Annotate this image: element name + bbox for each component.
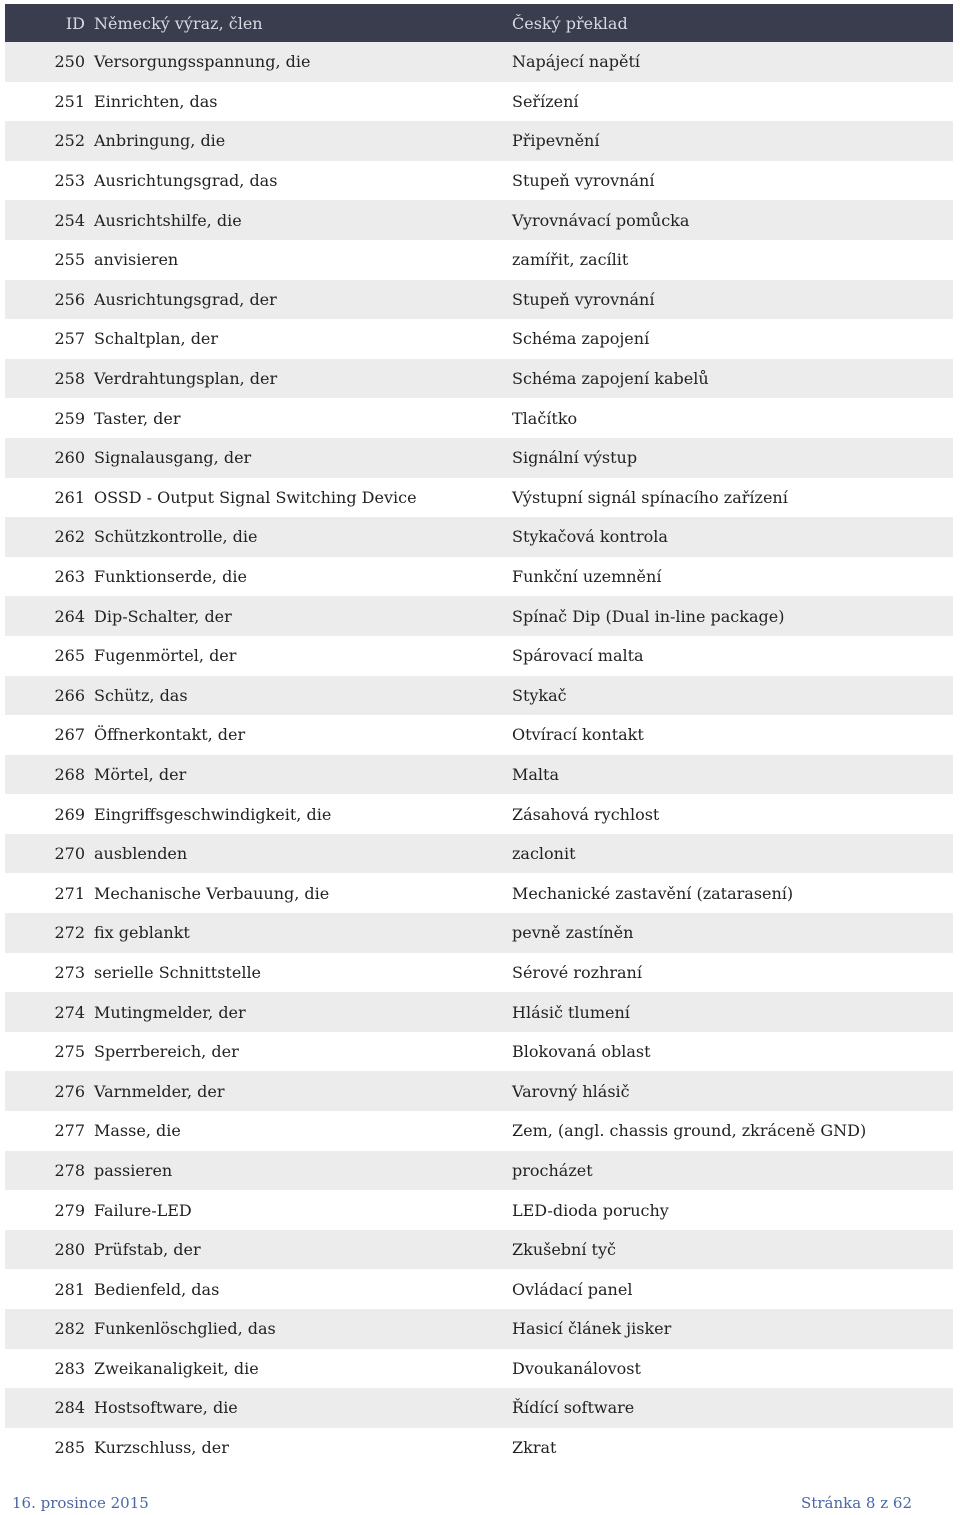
table-row: [5, 398, 953, 438]
row-id: 275: [54, 1042, 85, 1062]
row-id: 256: [54, 289, 85, 309]
row-german-term: Eingriffsgeschwindigkeit, die: [94, 804, 332, 824]
row-german-term: Mutingmelder, der: [94, 1002, 246, 1022]
row-czech-translation: Zkušební tyč: [512, 1240, 616, 1260]
row-czech-translation: Stupeň vyrovnání: [512, 171, 655, 191]
row-german-term: Mörtel, der: [94, 764, 187, 784]
table-row: [5, 755, 953, 795]
table-row: [5, 319, 953, 359]
row-czech-translation: Napájecí napětí: [512, 52, 641, 72]
row-id: 278: [54, 1160, 85, 1180]
glossary-table: [5, 4, 953, 1467]
row-german-term: Bedienfeld, das: [94, 1279, 220, 1299]
row-czech-translation: LED-dioda poruchy: [512, 1200, 669, 1220]
row-german-term: Anbringung, die: [94, 131, 226, 151]
table-row: [5, 280, 953, 320]
row-czech-translation: Hlásič tlumení: [512, 1002, 630, 1022]
table-row: [5, 1151, 953, 1191]
row-czech-translation: Malta: [512, 764, 560, 784]
footer-page-number: Stránka 8 z 62: [801, 1494, 912, 1512]
row-czech-translation: Stykačová kontrola: [512, 527, 668, 547]
table-row: [5, 992, 953, 1032]
table-row: [5, 121, 953, 161]
table-row: [5, 42, 953, 82]
row-german-term: Ausrichtungsgrad, das: [94, 171, 278, 191]
header-czech: Český překlad: [512, 13, 628, 33]
row-czech-translation: Tlačítko: [512, 408, 578, 428]
table-row: [5, 873, 953, 913]
row-german-term: Ausrichtungsgrad, der: [94, 289, 277, 309]
row-german-term: Zweikanaligkeit, die: [94, 1358, 259, 1378]
table-row: [5, 359, 953, 399]
table-header: [5, 4, 953, 42]
table-row: [5, 1190, 953, 1230]
footer-date: 16. prosince 2015: [12, 1494, 149, 1512]
table-row: [5, 1388, 953, 1428]
row-id: 279: [54, 1200, 85, 1220]
table-row: [5, 438, 953, 478]
row-german-term: Kurzschluss, der: [94, 1438, 229, 1458]
row-czech-translation: Řídící software: [512, 1398, 635, 1418]
row-german-term: Mechanische Verbauung, die: [94, 883, 330, 903]
table-row: [5, 557, 953, 597]
table-row: [5, 161, 953, 201]
row-german-term: Schütz, das: [94, 685, 188, 705]
row-czech-translation: Seřízení: [512, 91, 579, 111]
row-czech-translation: zamířit, zacílit: [512, 250, 629, 270]
table-row: [5, 913, 953, 953]
row-czech-translation: Mechanické zastavění (zatarasení): [512, 883, 794, 903]
row-czech-translation: Vyrovnávací pomůcka: [512, 210, 690, 230]
header-id: ID: [65, 13, 85, 33]
row-id: 251: [54, 91, 85, 111]
row-id: 261: [54, 487, 85, 507]
row-german-term: Varnmelder, der: [94, 1081, 225, 1101]
table-row: [5, 953, 953, 993]
row-id: 284: [54, 1398, 85, 1418]
row-id: 281: [54, 1279, 85, 1299]
row-german-term: Verdrahtungsplan, der: [94, 369, 278, 389]
table-row: [5, 82, 953, 122]
table-row: [5, 715, 953, 755]
row-german-term: Ausrichtshilfe, die: [94, 210, 242, 230]
row-id: 253: [54, 171, 85, 191]
row-id: 259: [54, 408, 85, 428]
row-id: 258: [54, 369, 85, 389]
row-czech-translation: procházet: [512, 1160, 593, 1180]
row-id: 283: [54, 1358, 85, 1378]
row-czech-translation: Připevnění: [512, 131, 600, 151]
row-german-term: fix geblankt: [94, 923, 190, 943]
row-german-term: Versorgungsspannung, die: [94, 52, 311, 72]
table-row: [5, 240, 953, 280]
row-german-term: Funktionserde, die: [94, 567, 247, 587]
row-id: 252: [54, 131, 85, 151]
table-row: [5, 1071, 953, 1111]
row-id: 282: [54, 1319, 85, 1339]
row-german-term: Öffnerkontakt, der: [94, 725, 246, 745]
table-row: [5, 200, 953, 240]
row-id: 268: [54, 764, 85, 784]
row-id: 262: [54, 527, 85, 547]
row-german-term: passieren: [94, 1160, 173, 1180]
header-german: Německý výraz, člen: [94, 13, 263, 33]
row-id: 264: [54, 606, 85, 626]
row-id: 276: [54, 1081, 85, 1101]
row-id: 274: [54, 1002, 85, 1022]
row-czech-translation: Blokovaná oblast: [512, 1042, 651, 1062]
table-row: [5, 1428, 953, 1468]
row-german-term: Signalausgang, der: [94, 448, 252, 468]
row-czech-translation: Signální výstup: [512, 448, 638, 468]
row-czech-translation: Schéma zapojení: [512, 329, 650, 349]
row-czech-translation: Zásahová rychlost: [512, 804, 660, 824]
row-id: 280: [54, 1240, 85, 1260]
row-german-term: ausblenden: [94, 844, 188, 864]
row-id: 250: [54, 52, 85, 72]
row-id: 272: [54, 923, 85, 943]
table-row: [5, 834, 953, 874]
row-german-term: Taster, der: [94, 408, 181, 428]
row-german-term: Masse, die: [94, 1121, 181, 1141]
table-row: [5, 794, 953, 834]
row-id: 266: [54, 685, 85, 705]
row-czech-translation: zaclonit: [512, 844, 576, 864]
row-id: 260: [54, 448, 85, 468]
row-czech-translation: Funkční uzemnění: [512, 567, 662, 587]
table-row: [5, 596, 953, 636]
row-german-term: Fugenmörtel, der: [94, 646, 237, 666]
table-row: [5, 636, 953, 676]
row-czech-translation: Dvoukanálovost: [512, 1358, 641, 1378]
row-german-term: serielle Schnittstelle: [94, 962, 262, 982]
row-czech-translation: Ovládací panel: [512, 1279, 633, 1299]
row-czech-translation: pevně zastíněn: [512, 923, 634, 943]
row-czech-translation: Hasicí článek jisker: [512, 1319, 672, 1339]
row-id: 263: [54, 567, 85, 587]
row-id: 270: [54, 844, 85, 864]
row-german-term: Funkenlöschglied, das: [94, 1319, 276, 1339]
row-czech-translation: Otvírací kontakt: [512, 725, 644, 745]
row-czech-translation: Spínač Dip (Dual in-line package): [512, 606, 785, 626]
row-german-term: Dip-Schalter, der: [94, 606, 232, 626]
row-id: 273: [54, 962, 85, 982]
row-german-term: Einrichten, das: [94, 91, 218, 111]
row-id: 269: [54, 804, 85, 824]
row-czech-translation: Schéma zapojení kabelů: [512, 369, 709, 389]
row-czech-translation: Spárovací malta: [512, 646, 644, 666]
row-czech-translation: Zkrat: [512, 1438, 557, 1458]
table-body: [5, 42, 953, 1467]
row-id: 265: [54, 646, 85, 666]
row-czech-translation: Výstupní signál spínacího zařízení: [512, 487, 788, 507]
row-id: 277: [54, 1121, 85, 1141]
row-czech-translation: Stykač: [512, 685, 567, 705]
row-id: 255: [54, 250, 85, 270]
row-german-term: Failure-LED: [94, 1200, 192, 1220]
table-row: [5, 1230, 953, 1270]
row-german-term: anvisieren: [94, 250, 179, 270]
row-id: 285: [54, 1438, 85, 1458]
row-german-term: Schützkontrolle, die: [94, 527, 258, 547]
row-czech-translation: Stupeň vyrovnání: [512, 289, 655, 309]
row-german-term: Hostsoftware, die: [94, 1398, 238, 1418]
table-row: [5, 478, 953, 518]
row-id: 254: [54, 210, 85, 230]
row-czech-translation: Sérové rozhraní: [512, 962, 642, 982]
page-footer: [12, 1494, 912, 1512]
row-czech-translation: Varovný hlásič: [512, 1081, 630, 1101]
table-row: [5, 517, 953, 557]
row-german-term: Schaltplan, der: [94, 329, 219, 349]
row-id: 271: [54, 883, 85, 903]
table-row: [5, 1111, 953, 1151]
row-german-term: Sperrbereich, der: [94, 1042, 239, 1062]
row-czech-translation: Zem, (angl. chassis ground, zkráceně GND): [512, 1121, 867, 1141]
row-id: 267: [54, 725, 85, 745]
table-row: [5, 1269, 953, 1309]
row-german-term: Prüfstab, der: [94, 1240, 201, 1260]
table-row: [5, 676, 953, 716]
table-row: [5, 1349, 953, 1389]
table-row: [5, 1032, 953, 1072]
row-german-term: OSSD - Output Signal Switching Device: [94, 487, 417, 507]
row-id: 257: [54, 329, 85, 349]
table-row: [5, 1309, 953, 1349]
